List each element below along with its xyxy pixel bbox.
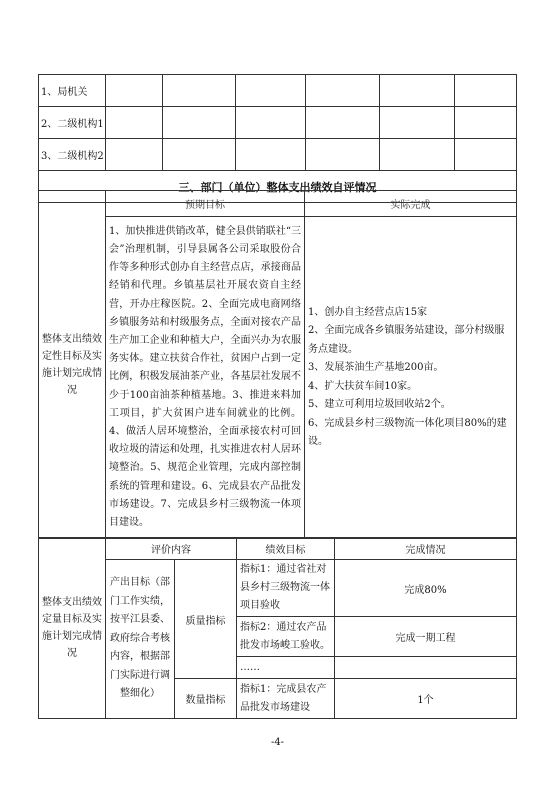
quality-indicator-1: 指标1：通过省社对县乡村三级物流一体项目验收 (237, 560, 335, 617)
quality-indicator-2: 指标2：通过农产品批发市场峻工验收。 (237, 617, 335, 657)
expected-target-text: 1、加快推进供销改革，健全县供销联社“三会”治理机制，引导县属各公司采取股份合作等多种形式创办自主经营点店，承接商品经销和代理。乡镇基层社开展农资自主经营，开办庄稼医院。2、全面完成电商网络乡镇服务站和村级服务点，全面对接农产品生产加工企业和种植大户，全面兴办为农服务实体。建立扶贫合作社，贫困户占到一定比例，积极发展油茶产业，各基层社发展不少于100亩油茶种植基地。3、推进来料加工项目，扩大贫困户进车间就业的比例。4、做活人居环境整治，全面承接农村可回收垃圾的清运和处理，扎实推进农村人居环境整治。5、规范企业管理，完成内部控制系统的管理和建设。6、完成县农产品批发市场建设。7、完成县乡村三级物流一体项目建设。 (106, 217, 305, 539)
quality-indicator-2-done: 完成一期工程 (335, 617, 517, 657)
table-row (39, 107, 517, 139)
list-item: 5、建立可利用垃圾回收站2个。 (308, 399, 451, 410)
header-perf-target: 绩效目标 (237, 538, 335, 560)
section-title: 三、部门（单位）整体支出绩效自评情况 (39, 171, 517, 203)
header-actual: 实际完成 (305, 191, 517, 217)
list-item: 2、全面完成各乡镇服务站建设，部分村级服务点建设。 (308, 325, 505, 355)
row-label: 2、二级机构1 (39, 107, 106, 139)
list-item: 3、发展茶油生产基地200亩。 (308, 362, 444, 373)
list-item: 4、扩大扶贫车间10家。 (308, 380, 418, 392)
row-label: 3、二级机构2 (39, 139, 106, 171)
quantity-indicator-1: 指标1：完成县农产品批发市场建设 (237, 679, 335, 719)
quantity-indicator-1-done: 1个 (335, 679, 517, 719)
header-completion: 完成情况 (335, 538, 517, 560)
qualitative-label: 整体支出绩效定性目标及实施计划完成情况 (39, 191, 106, 539)
table-row (39, 139, 517, 171)
list-item: 6、完成县乡村三级物流一体化项目80%的建设。 (308, 417, 507, 447)
quantitative-table (38, 537, 517, 719)
qualitative-table (38, 190, 517, 539)
quality-indicator-label: 质量指标 (175, 560, 237, 679)
row-label: 1、局机关 (39, 75, 106, 107)
output-target-label: 产出目标（部门工作实绩，按平江县委、政府综合考核内容，根据部门实际进行调整细化） (106, 560, 175, 719)
quantitative-label: 整体支出绩效定量目标及实施计划完成情况 (39, 538, 106, 719)
page-number: -4- (270, 737, 285, 748)
header-expected: 预期目标 (106, 191, 305, 217)
quantity-indicator-label: 数量指标 (175, 679, 237, 719)
table-row (39, 75, 517, 107)
unit-budget-table (38, 74, 517, 203)
header-eval-content: 评价内容 (106, 538, 237, 560)
quality-indicator-1-done: 完成80% (335, 560, 517, 617)
list-item: 1、创办自主经营点店15家 (308, 306, 428, 318)
quality-indicator-3: …… (237, 657, 335, 679)
actual-completion (305, 217, 517, 539)
